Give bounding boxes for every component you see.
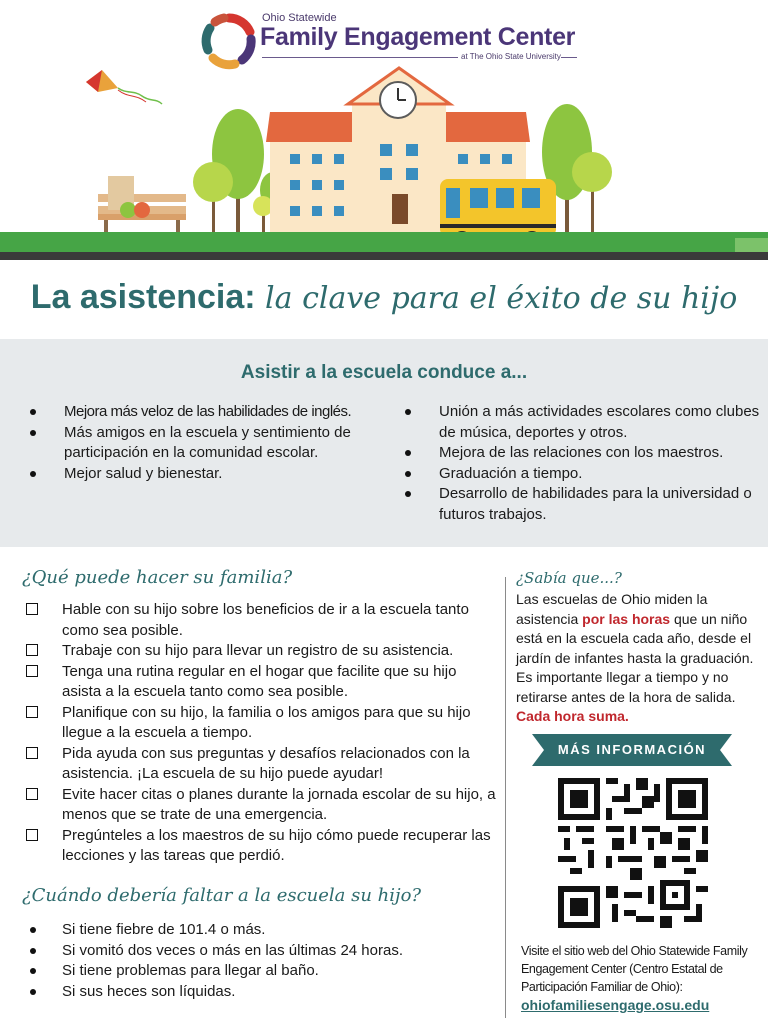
title-tagline: la clave para el éxito de su hijo <box>265 281 738 316</box>
list-item: Unión a más actividades escolares como clubes de música, deportes y otros. <box>403 402 761 443</box>
sidebar-divider <box>505 577 506 1018</box>
list-item: Si tiene problemas para llegar al baño. <box>28 961 488 982</box>
list-item: Mejora de las relaciones con los maestros. <box>403 443 761 464</box>
kite-icon <box>86 70 162 104</box>
checklist-item: Planifique con su hijo, la familia o los amigos para que su hijo llegue a la escuela a tiempo. <box>24 703 499 744</box>
checkbox-icon <box>26 706 38 718</box>
checkbox-icon <box>26 829 38 841</box>
checklist-item: Trabaje con su hijo para llevar un registro de su asistencia. <box>24 641 499 662</box>
checklist-item: Hable con su hijo sobre los beneficios de ir a la escuela tanto como sea posible. <box>24 600 499 641</box>
list-item: Mejora más veloz de las habilidades de inglés. <box>28 402 390 423</box>
org-logo <box>200 10 600 70</box>
list-item: Si sus heces son líquidas. <box>28 982 488 1003</box>
family-circle-icon <box>200 12 258 70</box>
checkbox-icon <box>26 644 38 656</box>
checkbox-icon <box>26 603 38 615</box>
visit-text: Visite el sitio web del Ohio Statewide Family Engagement Center (Centro Estatal de Participación Familiar de Ohio): <box>521 944 748 994</box>
list-item: Más amigos en la escuela y sentimiento de participación en la comunidad escolar. <box>28 423 390 464</box>
list-item: Desarrollo de habilidades para la universidad o futuros trabajos. <box>403 484 761 525</box>
absent-heading: ¿Cuándo debería faltar a la escuela su hijo? <box>22 885 422 906</box>
org-name: Family Engagement Center <box>260 23 576 51</box>
list-item: Mejor salud y bienestar. <box>28 464 390 485</box>
fact-heading: ¿Sabía que...? <box>516 569 622 587</box>
school-illustration <box>0 64 768 260</box>
checklist-item: Pida ayuda con sus preguntas y desafíos relacionados con la asistencia. ¡La escuela de su hijo puede ayudar! <box>24 744 499 785</box>
benefits-right-list <box>403 402 761 525</box>
bench-icon <box>98 176 186 232</box>
list-item: Graduación a tiempo. <box>403 464 761 485</box>
checklist-item: Pregúnteles a los maestros de su hijo cómo puede recuperar las lecciones y las tareas que perdió. <box>24 826 499 867</box>
list-item: Si vomitó dos veces o más en las últimas 24 horas. <box>28 941 488 962</box>
checkbox-icon <box>26 788 38 800</box>
fact-highlight: por las horas <box>582 610 671 627</box>
more-info-label: MÁS INFORMACIÓN <box>557 742 707 757</box>
checklist-item: Evite hacer citas o planes durante la jornada escolar de su hijo, a menos que se trate de una emergencia. <box>24 785 499 826</box>
benefits-left-list <box>28 402 390 484</box>
title-main: La asistencia <box>30 278 245 316</box>
checkbox-icon <box>26 665 38 677</box>
page-title <box>0 278 768 317</box>
title-colon: : <box>244 278 266 316</box>
list-item: Si tiene fiebre de 101.4 o más. <box>28 920 488 941</box>
benefits-heading: Asistir a la escuela conduce a... <box>240 362 528 383</box>
fact-highlight-end: Cada hora suma. <box>516 708 629 724</box>
org-small-name: Ohio Statewide <box>262 12 337 24</box>
fact-paragraph: Las escuelas de Ohio miden la asistencia por las horas que un niño está en la escuela cada año, desde el jardín de infantes hasta la graduación. Es importante llegar a tiempo y no retirarse antes de la hora de salida. Cada hora suma. <box>516 591 754 724</box>
family-heading: ¿Qué puede hacer su familia? <box>22 567 293 588</box>
checklist-item: Tenga una rutina regular en el hogar que facilite que su hijo asista a la escuela tanto como sea posible. <box>24 662 499 703</box>
qr-code-icon[interactable] <box>558 778 708 928</box>
absent-list <box>28 920 488 1002</box>
org-subtitle: at The Ohio State University <box>458 52 561 61</box>
family-checklist <box>24 600 499 867</box>
website-link[interactable]: ohiofamiliesengage.osu.edu <box>521 997 710 1013</box>
checkbox-icon <box>26 747 38 759</box>
